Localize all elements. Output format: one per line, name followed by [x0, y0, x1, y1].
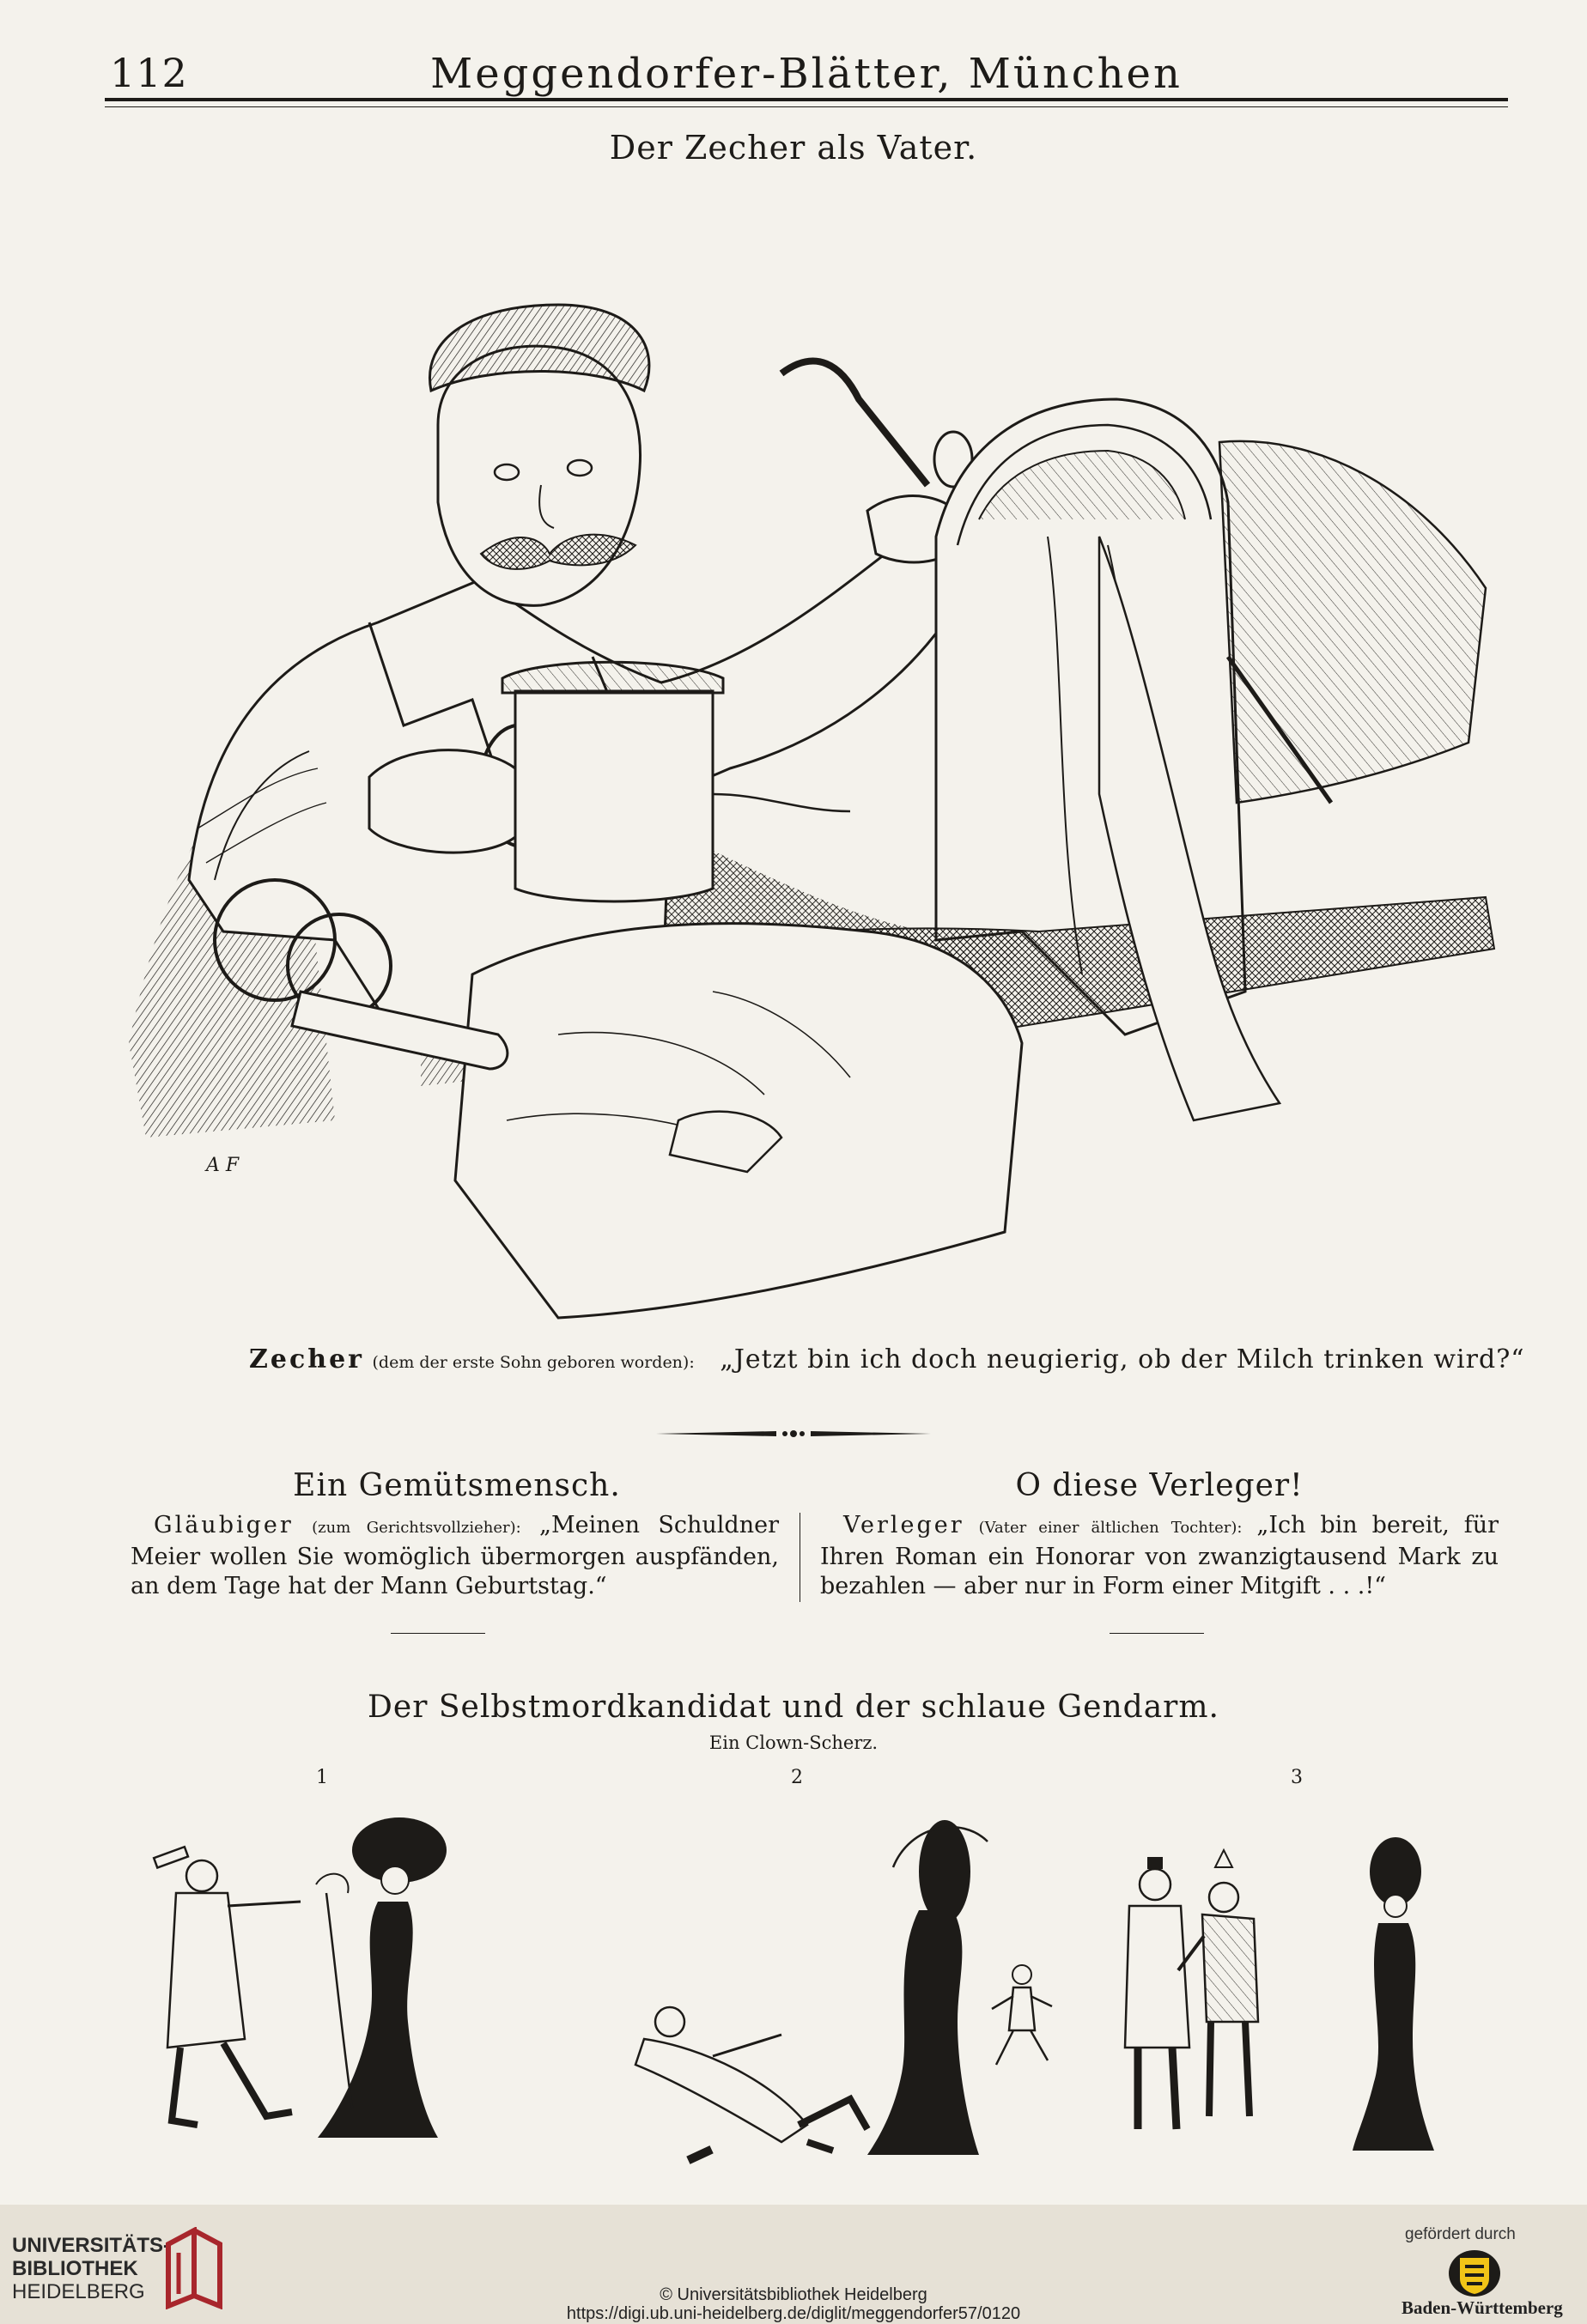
ornamental-divider [656, 1425, 931, 1442]
funder-name: Baden-Württemberg [1402, 2297, 1563, 2318]
cartoon-caption [249, 1344, 1525, 1374]
header-rule-thin [105, 106, 1508, 107]
page-header [105, 45, 1508, 96]
panel-1-drawing [154, 1817, 447, 2138]
caption-speech: „Jetzt bin ich doch neugierig, ob der Milch trinken wird?“ [720, 1344, 1525, 1374]
right-joke-heading: O diese Verleger! [1015, 1468, 1304, 1503]
left-end-rule [391, 1633, 485, 1634]
panel-3-drawing [1125, 1837, 1434, 2151]
digitization-footer [0, 2205, 1587, 2321]
panel-number-1: 1 [316, 1767, 328, 1788]
right-joke-text [820, 1511, 1499, 1601]
header-rule-thick [105, 98, 1508, 101]
left-joke-stage-direction: (zum Gerichtsvollzieher): [312, 1519, 521, 1537]
panel-number-2: 2 [791, 1767, 803, 1788]
panel-number-3: 3 [1291, 1767, 1303, 1788]
library-name-line-2: BIBLIOTHEK [12, 2257, 138, 2280]
panel-2-drawing [635, 1820, 1052, 2164]
left-joke-heading: Ein Gemütsmensch. [293, 1468, 621, 1503]
baden-wuerttemberg-emblem-icon [1448, 2249, 1501, 2297]
artist-monogram: A F [206, 1155, 240, 1176]
funded-by-label: gefördert durch [1405, 2225, 1516, 2243]
right-joke-speech: „Ich bin bereit, für Ihren Roman ein Honorar von zwanzigtausend Mark zu bezahlen — aber nur in Form einer Mitgift . . .!“ [820, 1512, 1499, 1599]
library-name-line-3: HEIDELBERG [12, 2280, 145, 2303]
left-joke-text [131, 1511, 779, 1601]
caption-stage-direction: (dem der erste Sohn geboren worden): [372, 1353, 695, 1372]
source-url[interactable]: https://digi.ub.uni-heidelberg.de/diglit/meggendorfer57/0120 [566, 2304, 1021, 2323]
page-number: 112 [110, 50, 188, 96]
strip-subtitle: Ein Clown-Scherz. [708, 1732, 879, 1753]
copyright-notice: © Universitätsbibliothek Heidelberg [660, 2285, 927, 2304]
left-joke-speaker: Gläubiger [154, 1512, 294, 1538]
right-joke-speaker: Verleger [843, 1512, 964, 1538]
library-name-line-1: UNIVERSITÄTS- [12, 2234, 171, 2257]
running-head: Meggendorfer-Blätter, München [430, 50, 1183, 98]
cartoon-title: Der Zecher als Vater. [609, 129, 978, 167]
caption-speaker: Zecher [249, 1344, 364, 1374]
drinker-father-illustration [112, 176, 1503, 1331]
right-end-rule [1110, 1633, 1204, 1634]
left-joke-speech: „Meinen Schuldner Meier wollen Sie womöglich übermorgen auspfänden, an dem Tage hat der Mann Geburtstag.“ [131, 1512, 779, 1599]
strip-title: Der Selbstmordkandidat und der schlaue Gendarm. [368, 1690, 1219, 1725]
clown-strip-illustration [120, 1790, 1494, 2168]
right-joke-stage-direction: (Vater einer ältlichen Tochter): [978, 1519, 1243, 1537]
